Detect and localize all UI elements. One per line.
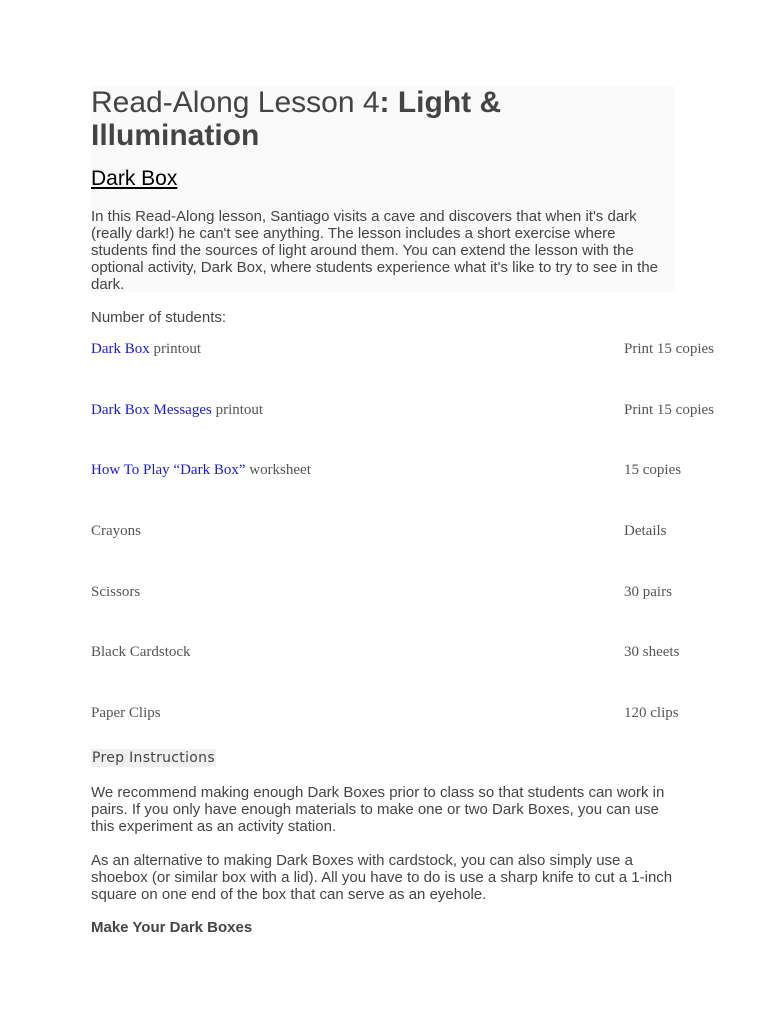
intro-paragraph: In this Read-Along lesson, Santiago visits a cave and discovers that when it's dark (really dark!) he can't see anything. The lesson includes a short exercise where students find the sources of light around them. You can extend the lesson with the optional activity, Dark Box, where students experience what it's like to try to see in the dark. (91, 208, 659, 293)
section-title-dark-box: Dark Box (91, 167, 178, 190)
material-row (91, 401, 731, 421)
students-label: Number of students: (91, 309, 227, 326)
material-row (91, 704, 731, 724)
material-row (91, 643, 731, 663)
title-prefix: Read-Along Lesson 4 (91, 86, 380, 119)
prep-instructions-heading: Prep Instructions (92, 750, 215, 766)
page-title (91, 86, 675, 152)
material-name: Paper Clips (91, 705, 161, 721)
material-quantity: Details (624, 523, 667, 539)
prep-paragraph-2: As an alternative to making Dark Boxes with cardstock, you can also simply use a shoebox (or similar box with a lid). All you have to do is use a sharp knife to cut a 1-inch square on one end of the box that can serve as an eyehole. (91, 852, 673, 903)
material-suffix: printout (211, 402, 264, 418)
material-quantity: 120 clips (624, 705, 679, 721)
material-name: Scissors (91, 584, 141, 600)
material-suffix: worksheet (245, 462, 311, 478)
material-quantity: Print 15 copies (624, 341, 714, 357)
material-name: Black Cardstock (91, 644, 191, 660)
make-dark-boxes-heading: Make Your Dark Boxes (91, 919, 253, 936)
material-suffix: printout (149, 341, 201, 357)
material-quantity: 15 copies (624, 462, 682, 478)
material-row (91, 583, 731, 603)
material-link[interactable]: How To Play “Dark Box” (91, 462, 246, 478)
material-row (91, 461, 731, 481)
material-quantity: 30 pairs (624, 584, 672, 600)
material-row (91, 340, 731, 360)
title-bold: : Light & Illumination (91, 86, 502, 152)
prep-paragraph-1: We recommend making enough Dark Boxes prior to class so that students can work in pairs. If you only have enough materials to make one or two Dark Boxes, you can use this experiment as an activity station. (91, 784, 665, 835)
material-link[interactable]: Dark Box Messages (91, 402, 212, 418)
material-quantity: 30 sheets (624, 644, 680, 660)
material-link[interactable]: Dark Box (91, 341, 150, 357)
material-row (91, 522, 731, 542)
material-name: Crayons (91, 523, 141, 539)
material-quantity: Print 15 copies (624, 402, 714, 418)
